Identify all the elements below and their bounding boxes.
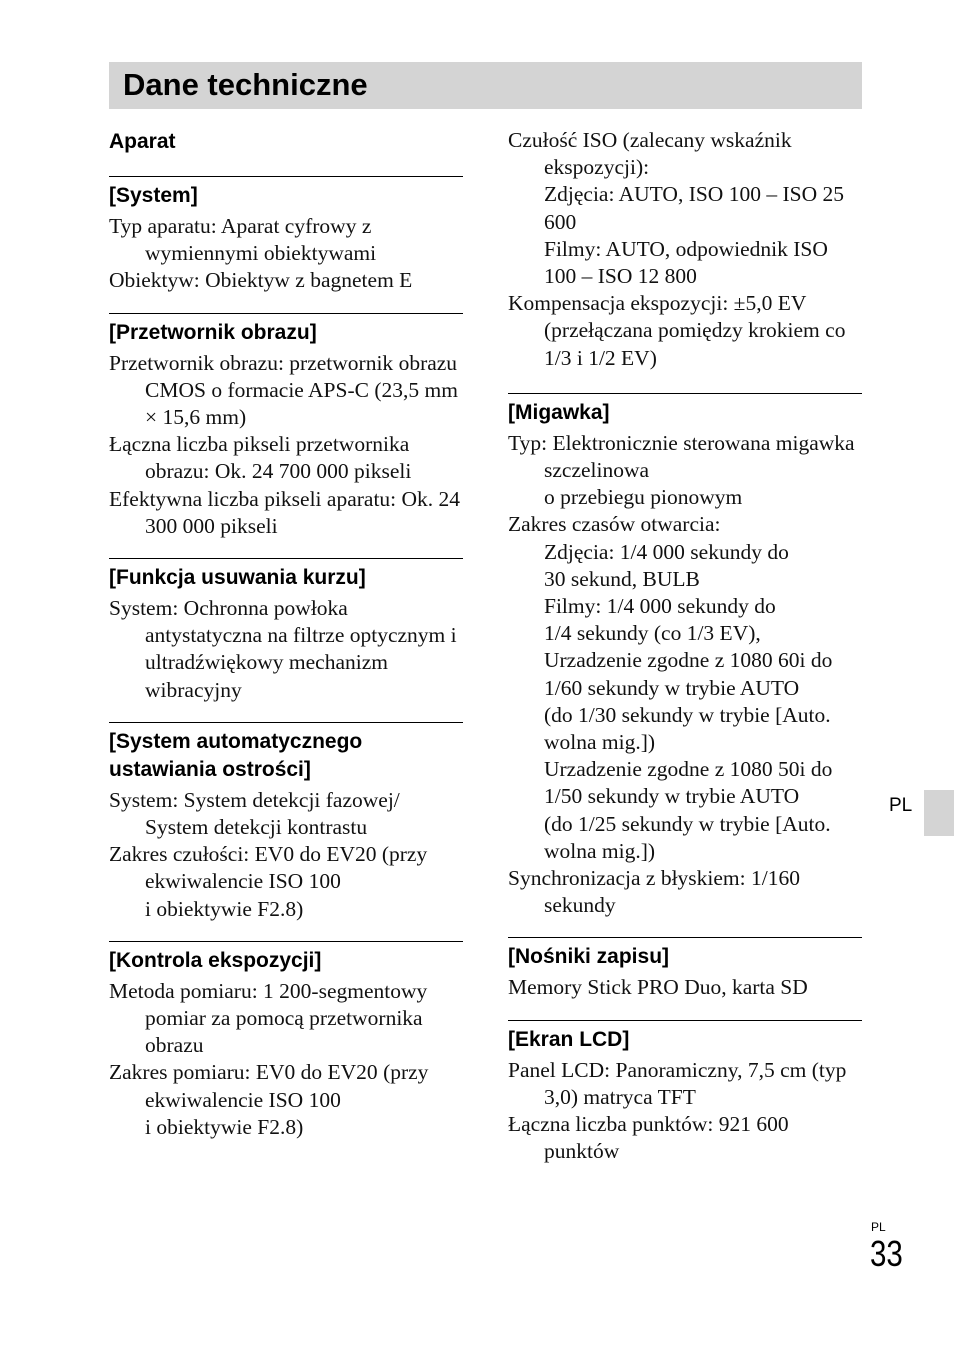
spec-line: System: Ochronna powłoka antystatyczna na filtrze optycznym i ultradźwiękowy mechanizm wibracyjny: [109, 596, 457, 702]
section-heading: [System]: [109, 184, 198, 207]
spec-line: Efektywna liczba pikseli aparatu: Ok. 24 300 000 pikseli: [109, 486, 461, 538]
footer-language: PL: [871, 1220, 886, 1234]
left-column: [109, 126, 463, 1141]
spec-line: Zakres czasów otwarcia:: [508, 512, 721, 537]
side-language-tab: [924, 790, 954, 836]
spec-line: Łączna liczba punktów: 921 600 punktów: [508, 1112, 789, 1164]
spec-line: Urzadzenie zgodne z 1080 50i do 1/50 sekundy w trybie AUTO (do 1/25 sekundy w trybie [Auto. wolna mig.]): [544, 757, 833, 863]
spec-line: Zakres czułości: EV0 do EV20 (przy ekwiwalencie ISO 100 i obiektywie F2.8): [109, 842, 428, 921]
right-column: [508, 127, 862, 1166]
spec-line: Filmy: AUTO, odpowiednik ISO 100 – ISO 12 800: [544, 236, 828, 289]
spec-line: Przetwornik obrazu: przetwornik obrazu CMOS o formacie APS-C (23,5 mm × 15,6 mm): [109, 350, 458, 430]
section-heading: [Migawka]: [508, 400, 610, 424]
spec-line: Synchronizacja z błyskiem: 1/160 sekundy: [508, 866, 800, 918]
section-migawka: [508, 393, 862, 920]
section-funkcja-usuwania-kurzu: [109, 558, 463, 704]
section-heading: [Przetwornik obrazu]: [109, 320, 317, 344]
spec-line: Urzadzenie zgodne z 1080 60i do 1/60 sekundy w trybie AUTO (do 1/30 sekundy w trybie [Auto. wolna mig.]): [544, 648, 833, 755]
section-system-autofocus: [109, 722, 463, 923]
spec-line: Zakres pomiaru: EV0 do EV20 (przy ekwiwalencie ISO 100 i obiektywie F2.8): [109, 1060, 429, 1139]
spec-line: Memory Stick PRO Duo, karta SD: [508, 975, 808, 1000]
spec-line: Metoda pomiaru: 1 200-segmentowy pomiar za pomocą przetwornika obrazu: [109, 978, 428, 1058]
section-heading: [Ekran LCD]: [508, 1027, 630, 1051]
spec-line: Zdjęcia: 1/4 000 sekundy do 30 sekund, BULB: [544, 539, 789, 591]
section-system: [109, 176, 463, 295]
group-heading-aparat: Aparat: [109, 130, 176, 153]
spec-line: Zdjęcia: AUTO, ISO 100 – ISO 25 600: [544, 182, 844, 234]
section-heading: [Nośniki zapisu]: [508, 945, 670, 969]
spec-line: Panel LCD: Panoramiczny, 7,5 cm (typ 3,0) matryca TFT: [508, 1057, 847, 1109]
spec-line: Kompensacja ekspozycji: ±5,0 EV (przełączana pomiędzy krokiem co 1/3 i 1/2 EV): [508, 291, 846, 370]
section-nosniki-zapisu: [508, 937, 862, 1001]
section-kontrola-ekspozycji: [109, 941, 463, 1141]
spec-line: System: System detekcji fazowej/ System detekcji kontrastu: [109, 787, 400, 840]
spec-line: Obiektyw: Obiektyw z bagnetem E: [109, 268, 413, 293]
spec-line: Filmy: 1/4 000 sekundy do 1/4 sekundy (co 1/3 EV),: [544, 594, 776, 646]
section-heading: [Funkcja usuwania kurzu]: [109, 566, 366, 590]
section-heading: [Kontrola ekspozycji]: [109, 948, 322, 972]
section-heading: [System automatycznego ustawiania ostrości]: [109, 729, 363, 781]
page-number: 33: [870, 1233, 903, 1274]
page-title: Dane techniczne: [123, 67, 368, 102]
title-bar: [109, 62, 862, 109]
section-ekran-lcd: [508, 1020, 862, 1166]
spec-line: Typ aparatu: Aparat cyfrowy z wymiennymi obiektywami: [109, 214, 377, 266]
spec-line: Łączna liczba pikseli przetwornika obrazu: Ok. 24 700 000 pikseli: [109, 432, 412, 484]
spec-line: Czułość ISO (zalecany wskaźnik ekspozycji):: [508, 128, 792, 180]
side-language-label: PL: [889, 795, 913, 816]
section-przetwornik-obrazu: [109, 313, 463, 540]
spec-line: Typ: Elektronicznie sterowana migawka szczelinowa o przebiegu pionowym: [508, 430, 855, 510]
